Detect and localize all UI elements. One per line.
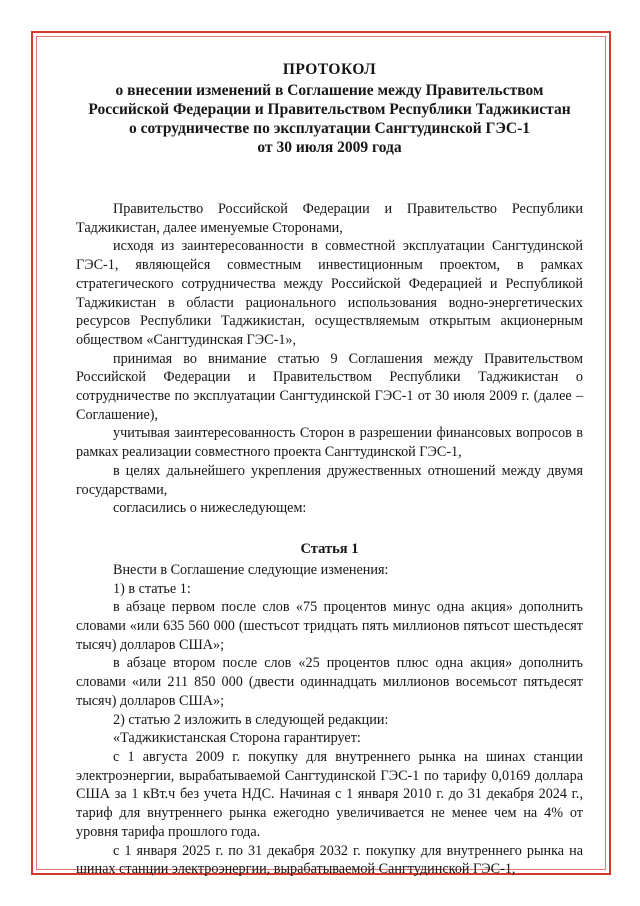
article-paragraph: в абзаце первом после слов «75 процентов минус одна акция» дополнить словами «или 635 560 000 (шестьсот тридцать пять миллионов пятьсот шестьдесят тысяч) долларов США»; xyxy=(76,599,583,653)
article-paragraph: Внести в Соглашение следующие изменения: xyxy=(113,561,389,578)
document-body xyxy=(76,200,583,879)
article-paragraph: в абзаце втором после слов «25 процентов плюс одна акция» дополнить словами «или 211 850 000 (двести одиннадцать миллионов восемьсот пятьдесят тысяч) долларов США»; xyxy=(76,655,583,709)
subtitle-line: о сотрудничестве по эксплуатации Сангтудинской ГЭС-1 xyxy=(128,120,531,137)
preamble-paragraph: учитывая заинтересованность Сторон в разрешении финансовых вопросов в рамках реализации совместного проекта Сангтудинской ГЭС-1, xyxy=(76,425,583,461)
subtitle-line: Российской Федерации и Правительством Республики Таджикистан xyxy=(88,101,571,118)
article-paragraph: с 1 августа 2009 г. покупку для внутреннего рынка на шинах станции электроэнергии, вырабатываемой Сангтудинской ГЭС-1 по тарифу 0,0169 доллара США за 1 кВт.ч без учета НДС. Начиная с 1 января 2010 г. до 31 декабря 2024 г., тариф для внутреннего рынка ежегодно увеличивается не менее чем на 4% от уровня тарифа прошлого года. xyxy=(76,748,583,840)
document-page xyxy=(76,60,583,879)
preamble-paragraph: исходя из заинтересованности в совместной эксплуатации Сангтудинской ГЭС-1, являющейся совместным инвестиционным проектом, в рамках стратегического сотрудничества между Российской Федерацией и Республикой Таджикистан в области рационального использования водно-энергетических ресурсов Республики Таджикистан, осуществляемым открытым акционерным обществом «Сангтудинская ГЭС-1», xyxy=(76,238,583,348)
preamble-paragraph: принимая во внимание статью 9 Соглашения между Правительством Российской Федерации и Правительством Республики Таджикистан о сотрудничестве по эксплуатации Сангтудинской ГЭС-1 от 30 июля 2009 г. (далее – Соглашение), xyxy=(76,350,583,423)
subtitle-line: о внесении изменений в Соглашение между Правительством xyxy=(115,82,544,99)
preamble-paragraph: Правительство Российской Федерации и Правительство Республики Таджикистан, далее именуемые Сторонами, xyxy=(76,201,583,236)
article-heading: Статья 1 xyxy=(300,540,359,557)
article-paragraph: «Таджикистанская Сторона гарантирует: xyxy=(113,730,361,747)
preamble-paragraph: согласились о нижеследующем: xyxy=(113,500,307,517)
subtitle-date: от 30 июля 2009 года xyxy=(257,139,402,156)
preamble-paragraph: в целях дальнейшего укрепления дружественных отношений между двумя государствами, xyxy=(76,462,583,498)
article-paragraph: 1) в статье 1: xyxy=(113,580,191,597)
document-title: ПРОТОКОЛ xyxy=(282,61,377,78)
article-paragraph: с 1 января 2025 г. по 31 декабря 2032 г. покупку для внутреннего рынка на шинах станции электроэнергии, вырабатываемой Сангтудинской ГЭС-1, xyxy=(76,842,583,878)
article-paragraph: 2) статью 2 изложить в следующей редакции: xyxy=(113,711,389,728)
document-title-block xyxy=(76,60,583,157)
